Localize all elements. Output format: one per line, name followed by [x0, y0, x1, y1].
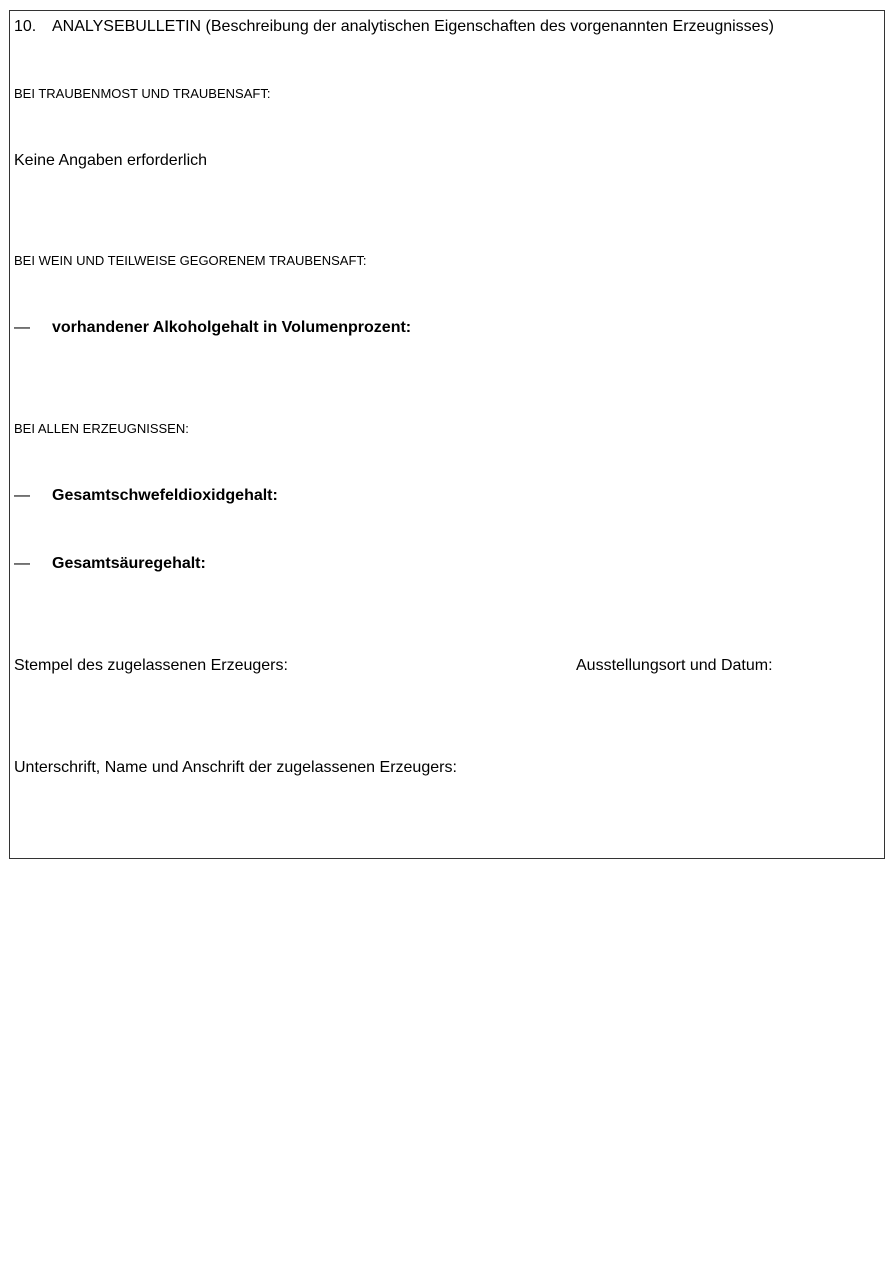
section-number: 10. [14, 18, 37, 35]
signature-label: Unterschrift, Name und Anschrift der zugelassenen Erzeugers: [14, 759, 457, 776]
must-juice-note: Keine Angaben erforderlich [14, 152, 208, 169]
stamp-label: Stempel des zugelassenen Erzeugers: [14, 657, 288, 674]
section-title: ANALYSEBULLETIN (Beschreibung der analytischen Eigenschaften des vorgenannten Erzeugnisses) [52, 18, 774, 35]
heading-all-products: BEI ALLEN ERZEUGNISSEN: [14, 421, 189, 436]
wine-item-dash: — [14, 319, 30, 336]
place-date-label: Ausstellungsort und Datum: [576, 657, 773, 674]
sulphur-item-dash: — [14, 487, 30, 504]
heading-must-juice: BEI TRAUBENMOST UND TRAUBENSAFT: [14, 86, 271, 101]
heading-wine: BEI WEIN UND TEILWEISE GEGORENEM TRAUBENSAFT: [14, 253, 367, 268]
alcohol-content-label: vorhandener Alkoholgehalt in Volumenprozent: [52, 319, 412, 336]
acidity-item-dash: — [14, 555, 30, 572]
total-sulphur-dioxide-label: Gesamtschwefeldioxidgehalt: [52, 487, 278, 504]
total-acidity-label: Gesamtsäuregehalt: [52, 555, 206, 572]
